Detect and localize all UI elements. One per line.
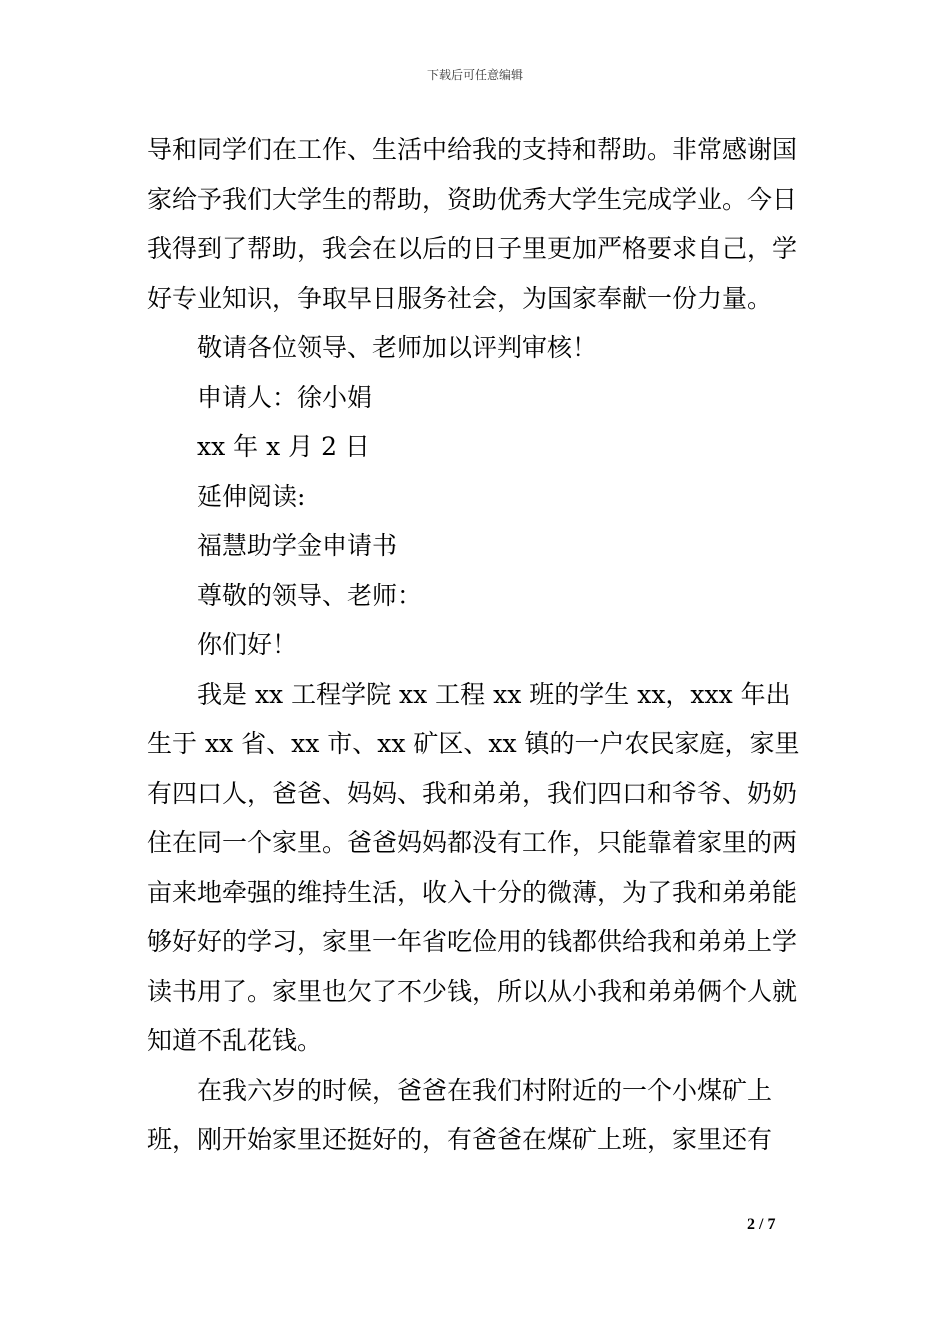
- paragraph-greeting: 你们好！: [197, 630, 298, 659]
- paragraph-closing-thanks: 导和同学们在工作、生活中给我的支持和帮助。非常感谢国家给予我们大学生的帮助，资助优秀大学生完成学业。今日我得到了帮助，我会在以后的日子里更加严格要求自己，学好专业知识，争取早日服务社会，为国家奉献一份力量。: [147, 135, 798, 313]
- paragraph-date: xx 年 x 月 2 日: [197, 432, 370, 461]
- header-note: 下载后可任意编辑: [426, 68, 523, 82]
- document-body: [147, 125, 807, 1165]
- page-number: 2 / 7: [747, 1216, 776, 1233]
- paragraph-family-background: 我是 xx 工程学院 xx 工程 xx 班的学生 xx，xxx 年出生于 xx 省、xx 市、xx 矿区、xx 镇的一户农民家庭，家里有四口人，爸爸、妈妈、我和弟弟，我们四口和爷爷、奶奶住在同一个家里。爸爸妈妈都没有工作，只能靠着家里的两亩来地牵强的维持生活，收入十分的微薄，为了我和弟弟能够好好的学习，家里一年省吃俭用的钱都供给我和弟弟上学读书用了。家里也欠了不少钱，所以从小我和弟弟俩个人就知道不乱花钱。: [147, 679, 800, 1055]
- paragraph-review-request: 敬请各位领导、老师加以评判审核！: [197, 333, 598, 362]
- paragraph-applicant: 申请人：徐小娟: [197, 382, 373, 412]
- paragraph-section-title: 福慧助学金申请书: [197, 531, 398, 560]
- paragraph-salutation: 尊敬的领导、老师：: [197, 580, 423, 610]
- paragraph-extended-reading: 延伸阅读:: [197, 481, 306, 511]
- paragraph-childhood: 在我六岁的时候，爸爸在我们村附近的一个小煤矿上班，刚开始家里还挺好的，有爸爸在煤矿上班，家里还有: [147, 1075, 773, 1154]
